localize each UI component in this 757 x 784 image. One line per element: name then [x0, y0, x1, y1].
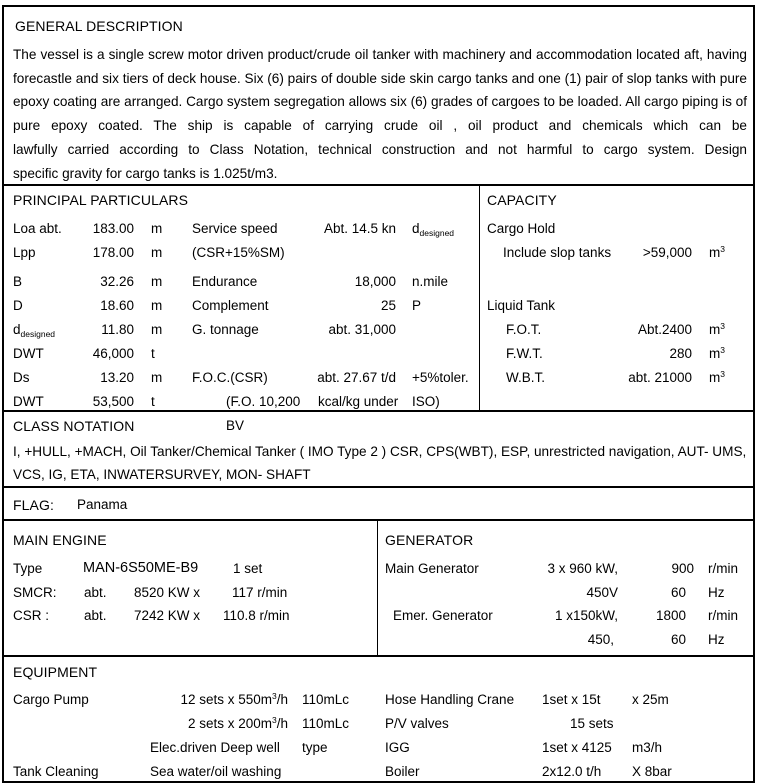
boiler-unit: X 8bar [632, 764, 672, 779]
csr-power: 7242 KW x [134, 608, 201, 623]
d-designed-label [13, 322, 55, 338]
foc-condition-c: ISO) [412, 394, 440, 409]
unit-symbol: m [709, 346, 721, 361]
divider [4, 519, 753, 521]
dwt-scantling-unit: t [151, 394, 155, 409]
fwt-value: 280 [669, 346, 692, 361]
paragraph-line: forecastle and six tiers of deck house. Six (6) pairs of double side skin cargo tanks and one (1) pair of slop tanks with pure [13, 70, 747, 86]
cargo-pump-1-head: 110mLc [302, 692, 350, 707]
smcr-power: 8520 KW x [134, 585, 201, 600]
complement-label: Complement [192, 298, 269, 313]
loa-label: Loa abt. [13, 221, 62, 236]
generator-title: GENERATOR [385, 532, 474, 548]
class-notation-line: I, +HULL, +MACH, Oil Tanker/Chemical Tanker ( IMO Type 2 ) CSR, CPS(WBT), ESP, unrestricted navigation, AUT- UMS, [13, 444, 747, 459]
smcr-abt: abt. [84, 585, 107, 600]
paragraph-line: epoxy coating are arranged. Cargo system segregation allows six (6) grades of cargoes to be loaded. All cargo piping is of [13, 94, 747, 110]
main-generator-speed: 900 [671, 561, 694, 576]
slop-unit [709, 245, 725, 261]
foc-label: F.O.C.(CSR) [192, 370, 268, 385]
unit-symbol: m [709, 245, 721, 260]
lpp-value: 178.00 [92, 245, 134, 260]
b-label: B [13, 274, 23, 289]
unit-exponent: 3 [720, 345, 725, 355]
complement-unit: P [412, 298, 422, 313]
wbt-value: abt. 21000 [628, 370, 692, 385]
divider [4, 486, 753, 488]
slop-label: Include slop tanks [503, 245, 612, 260]
d-value: 18.60 [100, 298, 134, 313]
pump-capacity: 12 sets x 550m [180, 692, 272, 707]
loa-value: 183.00 [92, 221, 134, 236]
engine-model: MAN-6S50ME-B9 [83, 560, 199, 576]
tank-cleaning-value: Sea water/oil washing [150, 764, 282, 779]
main-generator-frequency-unit: Hz [708, 585, 725, 600]
emergency-generator-voltage: 450, [587, 632, 614, 647]
igg-label: IGG [385, 740, 410, 755]
class-notation-line: VCS, IG, ETA, INWATERSURVEY, MON- SHAFT [13, 467, 311, 482]
emergency-generator-frequency: 60 [670, 632, 686, 647]
principal-particulars-title: PRINCIPAL PARTICULARS [13, 192, 189, 208]
hose-crane-label: Hose Handling Crane [385, 692, 515, 707]
pump-capacity-unit: /h [276, 716, 288, 731]
ds-unit: m [151, 370, 163, 385]
service-speed-label: Service speed [192, 221, 278, 236]
endurance-label: Endurance [192, 274, 258, 289]
paragraph-line: specific gravity for cargo tanks is 1.025t/m3. [13, 165, 278, 181]
fwt-label: F.W.T. [506, 346, 543, 361]
cargo-pump-2 [124, 716, 288, 732]
hose-crane-reach: x 25m [632, 692, 669, 707]
ds-label: Ds [13, 370, 30, 385]
complement-value: 25 [380, 298, 396, 313]
unit-symbol: m [709, 370, 721, 385]
class-society: BV [226, 418, 245, 433]
paragraph-line: pure epoxy coated. The ship is capable of carrying crude oil , oil product and chemicals which can be [13, 118, 747, 134]
emergency-generator-power: 1 x150kW, [554, 608, 618, 623]
divider [377, 520, 378, 656]
lpp-unit: m [151, 245, 163, 260]
unit-exponent: 3 [272, 715, 277, 725]
endurance-unit: n.mile [412, 274, 449, 289]
tank-cleaning-label: Tank Cleaning [13, 764, 99, 779]
cargo-pump-label: Cargo Pump [13, 692, 89, 707]
paragraph-line: The vessel is a single screw motor driven product/crude oil tanker with machinery and accommodation located aft, having [13, 47, 747, 62]
b-unit: m [151, 274, 163, 289]
class-notation-title: CLASS NOTATION [13, 418, 135, 434]
pv-valves-value: 15 sets [570, 716, 614, 731]
endurance-value: 18,000 [354, 274, 396, 289]
fot-value: Abt.2400 [637, 322, 692, 337]
emergency-generator-frequency-unit: Hz [708, 632, 725, 647]
d-subscript: designed [419, 228, 455, 238]
spec-sheet [2, 5, 755, 783]
engine-type-label: Type [13, 561, 43, 576]
divider [479, 185, 480, 411]
csr-abt: abt. [84, 608, 107, 623]
unit-exponent: 3 [720, 369, 725, 379]
csr-sm-note: (CSR+15%SM) [192, 245, 285, 260]
tonnage-value: abt. 31,000 [328, 322, 396, 337]
main-generator-speed-unit: r/min [708, 561, 738, 576]
foc-value: abt. 27.67 t/d [317, 370, 396, 385]
d-designed-unit: m [151, 322, 163, 337]
fot-unit [709, 322, 725, 338]
service-speed-draft [412, 221, 454, 237]
pv-valves-label: P/V valves [385, 716, 449, 731]
paragraph-line: lawfully carried according to Class Notation, technical construction and not harmful to cargo system. Design [13, 141, 747, 157]
divider [4, 410, 753, 412]
cargo-pump-1 [124, 692, 288, 708]
divider [4, 655, 753, 657]
boiler-label: Boiler [385, 764, 420, 779]
general-description-text [13, 43, 747, 185]
dwt-scantling-label: DWT [13, 394, 44, 409]
emergency-generator-speed-unit: r/min [708, 608, 738, 623]
slop-value: >59,000 [642, 245, 692, 260]
b-value: 32.26 [100, 274, 134, 289]
foc-condition-a: (F.O. 10,200 [226, 394, 301, 409]
csr-rpm: 110.8 r/min [223, 608, 290, 623]
dwt-value: 46,000 [92, 346, 134, 361]
unit-exponent: 3 [720, 244, 725, 254]
igg-value: 1set x 4125 [542, 740, 612, 755]
cargo-pump-drive: Elec.driven Deep well [150, 740, 280, 755]
d-symbol: d [412, 221, 420, 236]
wbt-label: W.B.T. [506, 370, 546, 385]
main-generator-frequency: 60 [670, 585, 686, 600]
main-generator-power: 3 x 960 kW, [547, 561, 618, 576]
unit-symbol: m [709, 322, 721, 337]
wbt-unit [709, 370, 725, 386]
capacity-title: CAPACITY [487, 192, 557, 208]
service-speed-value: Abt. 14.5 kn [323, 221, 396, 236]
flag-value: Panama [77, 497, 128, 512]
d-designed-value: 11.80 [101, 322, 134, 337]
pump-capacity-unit: /h [276, 692, 288, 707]
liquid-tank-label: Liquid Tank [487, 298, 556, 313]
cargo-hold-label: Cargo Hold [487, 221, 556, 236]
unit-exponent: 3 [272, 691, 277, 701]
dwt-label: DWT [13, 346, 44, 361]
equipment-title: EQUIPMENT [13, 664, 98, 680]
fot-label: F.O.T. [506, 322, 542, 337]
main-generator-voltage: 450V [586, 585, 618, 600]
smcr-rpm: 117 r/min [232, 585, 288, 600]
pump-capacity: 2 sets x 200m [187, 716, 272, 731]
ds-value: 13.20 [100, 370, 134, 385]
boiler-value: 2x12.0 t/h [542, 764, 602, 779]
general-description-title: GENERAL DESCRIPTION [15, 18, 183, 34]
csr-label: CSR : [13, 608, 50, 623]
d-unit: m [151, 298, 163, 313]
main-generator-label: Main Generator [385, 561, 479, 576]
emergency-generator-speed: 1800 [655, 608, 686, 623]
foc-tolerance: +5%toler. [412, 370, 469, 385]
smcr-label: SMCR: [13, 585, 57, 600]
cargo-pump-type: type [302, 740, 328, 755]
tonnage-label: G. tonnage [192, 322, 259, 337]
fwt-unit [709, 346, 725, 362]
hose-crane-capacity: 1set x 15t [542, 692, 601, 707]
emergency-generator-label: Emer. Generator [393, 608, 493, 623]
d-designed-subscript: designed [20, 329, 56, 339]
loa-unit: m [151, 221, 163, 236]
engine-qty: 1 set [233, 561, 263, 576]
dwt-unit: t [151, 346, 155, 361]
igg-unit: m3/h [632, 740, 663, 755]
foc-condition-b: kcal/kg under [318, 394, 399, 409]
flag-label: FLAG: [13, 497, 54, 513]
d-designed-symbol: d [13, 322, 21, 337]
unit-exponent: 3 [720, 321, 725, 331]
main-engine-title: MAIN ENGINE [13, 532, 107, 548]
d-label: D [13, 298, 23, 313]
dwt-scantling-value: 53,500 [92, 394, 134, 409]
cargo-pump-2-head: 110mLc [302, 716, 350, 731]
lpp-label: Lpp [13, 245, 36, 260]
